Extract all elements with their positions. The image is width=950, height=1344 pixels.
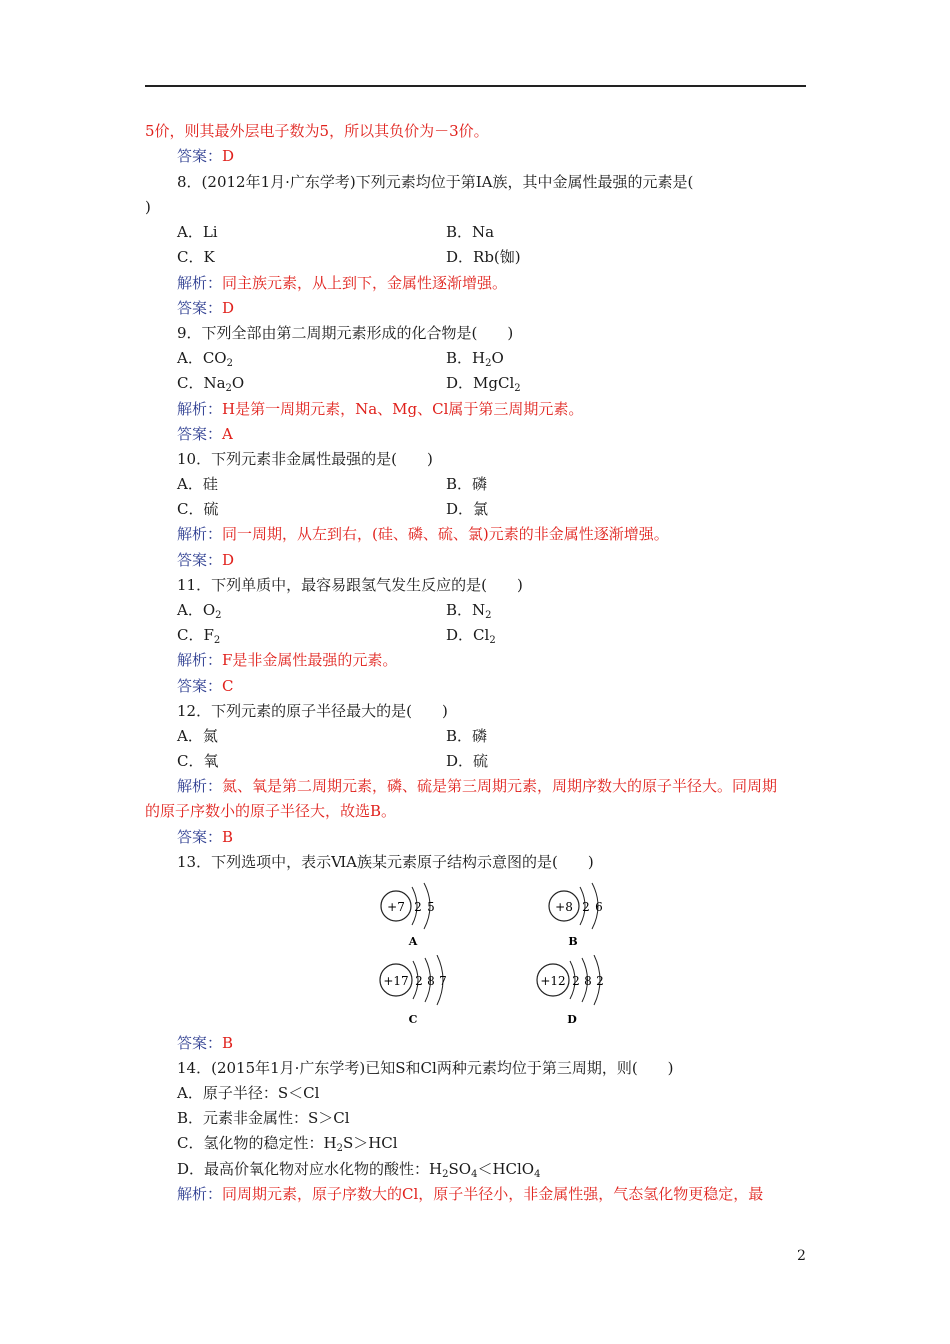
answer-label: 答案：	[177, 1034, 223, 1052]
option-text: D．最高价氧化物对应水化物的酸性：H	[177, 1160, 443, 1178]
q14-option-b: B．元素非金属性：S＞Cl	[177, 1109, 350, 1127]
analysis-label: 解析：	[177, 777, 223, 795]
subscript: 2	[336, 1143, 343, 1154]
shell-electrons: 2	[582, 900, 590, 914]
shell-electrons: 6	[595, 900, 603, 914]
q10-option-a: A．硅	[177, 475, 218, 493]
diagram-label: B	[568, 935, 578, 948]
option-text: C．氢化物的稳定性：H	[177, 1134, 337, 1152]
atom-diagram-c	[376, 955, 476, 1029]
q10-option-c: C．硫	[177, 500, 219, 518]
nucleus-charge: +8	[555, 900, 573, 914]
q14-option-d	[177, 1159, 540, 1185]
subscript: 2	[485, 610, 492, 621]
q11-analysis	[177, 650, 397, 670]
analysis-text: 同一周期，从左到右，(硅、磷、硫、氯)元素的非金属性逐渐增强。	[222, 525, 669, 543]
shell-electrons: 5	[427, 900, 435, 914]
q9-option-c	[177, 373, 244, 399]
q11-answer	[177, 676, 234, 696]
subscript: 2	[225, 383, 232, 394]
analysis-label: 解析：	[177, 651, 223, 669]
q11-option-a	[177, 600, 222, 626]
answer-label: 答案：	[177, 147, 223, 165]
analysis-label: 解析：	[177, 274, 223, 292]
option-text: A．O	[177, 601, 216, 619]
q8-option-d: D．Rb(铷)	[446, 248, 521, 266]
q8-analysis	[177, 273, 507, 293]
q9-analysis	[177, 399, 583, 419]
diagram-label: D	[567, 1013, 577, 1026]
q9-option-b	[446, 348, 504, 374]
header-rule	[145, 85, 806, 87]
page-number: 2	[797, 1248, 806, 1264]
q9-option-a	[177, 348, 233, 374]
q8-stem: 8．(2012年1月·广东学考)下列元素均位于第ⅠA族，其中金属性最强的元素是(	[177, 173, 694, 191]
q12-analysis-cont: 的原子序数小的原子半径大，故选B。	[145, 802, 397, 820]
q12-answer	[177, 827, 233, 847]
shell-electrons: 2	[414, 900, 422, 914]
q12-option-c: C．氧	[177, 752, 219, 770]
q9-answer	[177, 424, 233, 444]
prev-explanation-tail: 5价，则其最外层电子数为5，所以其负价为－3价。	[145, 122, 489, 140]
subscript: 2	[514, 383, 521, 394]
analysis-text: 同周期元素，原子序数大的Cl，原子半径小，非金属性强，气态氢化物更稳定，最	[222, 1185, 764, 1203]
q12-stem: 12．下列元素的原子半径最大的是( )	[177, 702, 448, 720]
subscript: 2	[489, 635, 496, 646]
q12-analysis	[177, 776, 777, 796]
q14-option-c	[177, 1133, 398, 1159]
q11-stem: 11．下列单质中，最容易跟氢气发生反应的是( )	[177, 576, 523, 594]
answer-label: 答案：	[177, 425, 223, 443]
q14-stem: 14．(2015年1月·广东学考)已知S和Cl两种元素均位于第三周期，则( )	[177, 1059, 674, 1077]
option-text: C．F	[177, 626, 214, 644]
q11-option-c	[177, 625, 220, 651]
nucleus-charge: +17	[383, 974, 409, 988]
answer-value: D	[222, 147, 235, 165]
q10-stem: 10．下列元素非金属性最强的是( )	[177, 450, 433, 468]
answer-value: A	[222, 425, 233, 443]
shell-electrons: 8	[584, 974, 592, 988]
q11-option-d	[446, 625, 496, 651]
atom-diagram-a	[376, 877, 466, 951]
q8-stem-end: )	[145, 198, 151, 216]
q10-option-b: B．磷	[446, 475, 488, 493]
answer-value: B	[222, 1034, 234, 1052]
shell-electrons: 2	[572, 974, 580, 988]
answer-value: D	[222, 299, 235, 317]
option-text-tail: S＞HCl	[342, 1134, 398, 1152]
option-text: A．CO	[177, 349, 227, 367]
option-text-tail: O	[231, 374, 245, 392]
q13-answer	[177, 1033, 233, 1053]
atom-diagram-b	[544, 877, 634, 951]
q8-option-c: C．K	[177, 248, 215, 266]
subscript: 2	[213, 635, 221, 646]
q8-option-b: B．Na	[446, 223, 495, 241]
option-text: B．N	[446, 601, 486, 619]
answer-value: D	[222, 551, 235, 569]
analysis-text: F是非金属性最强的元素。	[222, 651, 398, 669]
answer-label: 答案：	[177, 677, 223, 695]
q13-stem: 13．下列选项中，表示ⅥA族某元素原子结构示意图的是( )	[177, 853, 594, 871]
subscript: 2	[485, 358, 492, 369]
q9-stem: 9．下列全部由第二周期元素形成的化合物是( )	[177, 324, 514, 342]
answer-label: 答案：	[177, 828, 223, 846]
subscript: 2	[226, 358, 233, 369]
answer-label: 答案：	[177, 551, 223, 569]
subscript: 2	[442, 1169, 449, 1180]
option-text: SO	[448, 1160, 472, 1178]
subscript: 4	[534, 1169, 541, 1180]
analysis-label: 解析：	[177, 1185, 223, 1203]
q14-option-a: A．原子半径：S＜Cl	[177, 1084, 320, 1102]
shell-electrons: 7	[439, 974, 447, 988]
option-text-tail: O	[491, 349, 504, 367]
prev-answer	[177, 146, 234, 166]
q11-option-b	[446, 600, 492, 626]
q8-answer	[177, 298, 234, 318]
option-text: C．Na	[177, 374, 226, 392]
option-text: B．H	[446, 349, 486, 367]
q10-option-d: D．氯	[446, 500, 489, 518]
subscript: 2	[215, 610, 222, 621]
q10-analysis	[177, 524, 669, 544]
nucleus-charge: +7	[387, 900, 405, 914]
q14-analysis	[177, 1184, 763, 1204]
analysis-label: 解析：	[177, 400, 223, 418]
atom-diagram-d	[533, 955, 633, 1029]
answer-value: B	[222, 828, 234, 846]
q12-option-b: B．磷	[446, 727, 488, 745]
q12-option-a: A．氮	[177, 727, 218, 745]
option-text: D．Cl	[446, 626, 490, 644]
q12-option-d: D．硫	[446, 752, 489, 770]
q9-option-d	[446, 373, 521, 399]
option-text: D．MgCl	[446, 374, 515, 392]
analysis-text: H是第一周期元素，Na、Mg、Cl属于第三周期元素。	[222, 400, 584, 418]
subscript: 4	[471, 1169, 478, 1180]
q8-option-a: A．Li	[177, 223, 218, 241]
shell-electrons: 2	[415, 974, 423, 988]
shell-electrons: 8	[427, 974, 435, 988]
option-text: ＜HClO	[477, 1160, 535, 1178]
diagram-label: A	[408, 935, 418, 948]
analysis-text: 同主族元素，从上到下，金属性逐渐增强。	[222, 274, 508, 292]
q10-answer	[177, 550, 234, 570]
diagram-label: C	[408, 1013, 418, 1026]
analysis-label: 解析：	[177, 525, 223, 543]
shell-electrons: 2	[596, 974, 604, 988]
analysis-text: 氮、氧是第二周期元素，磷、硫是第三周期元素，周期序数大的原子半径大。同周期	[222, 777, 778, 795]
nucleus-charge: +12	[540, 974, 566, 988]
answer-value: C	[222, 677, 234, 695]
answer-label: 答案：	[177, 299, 223, 317]
